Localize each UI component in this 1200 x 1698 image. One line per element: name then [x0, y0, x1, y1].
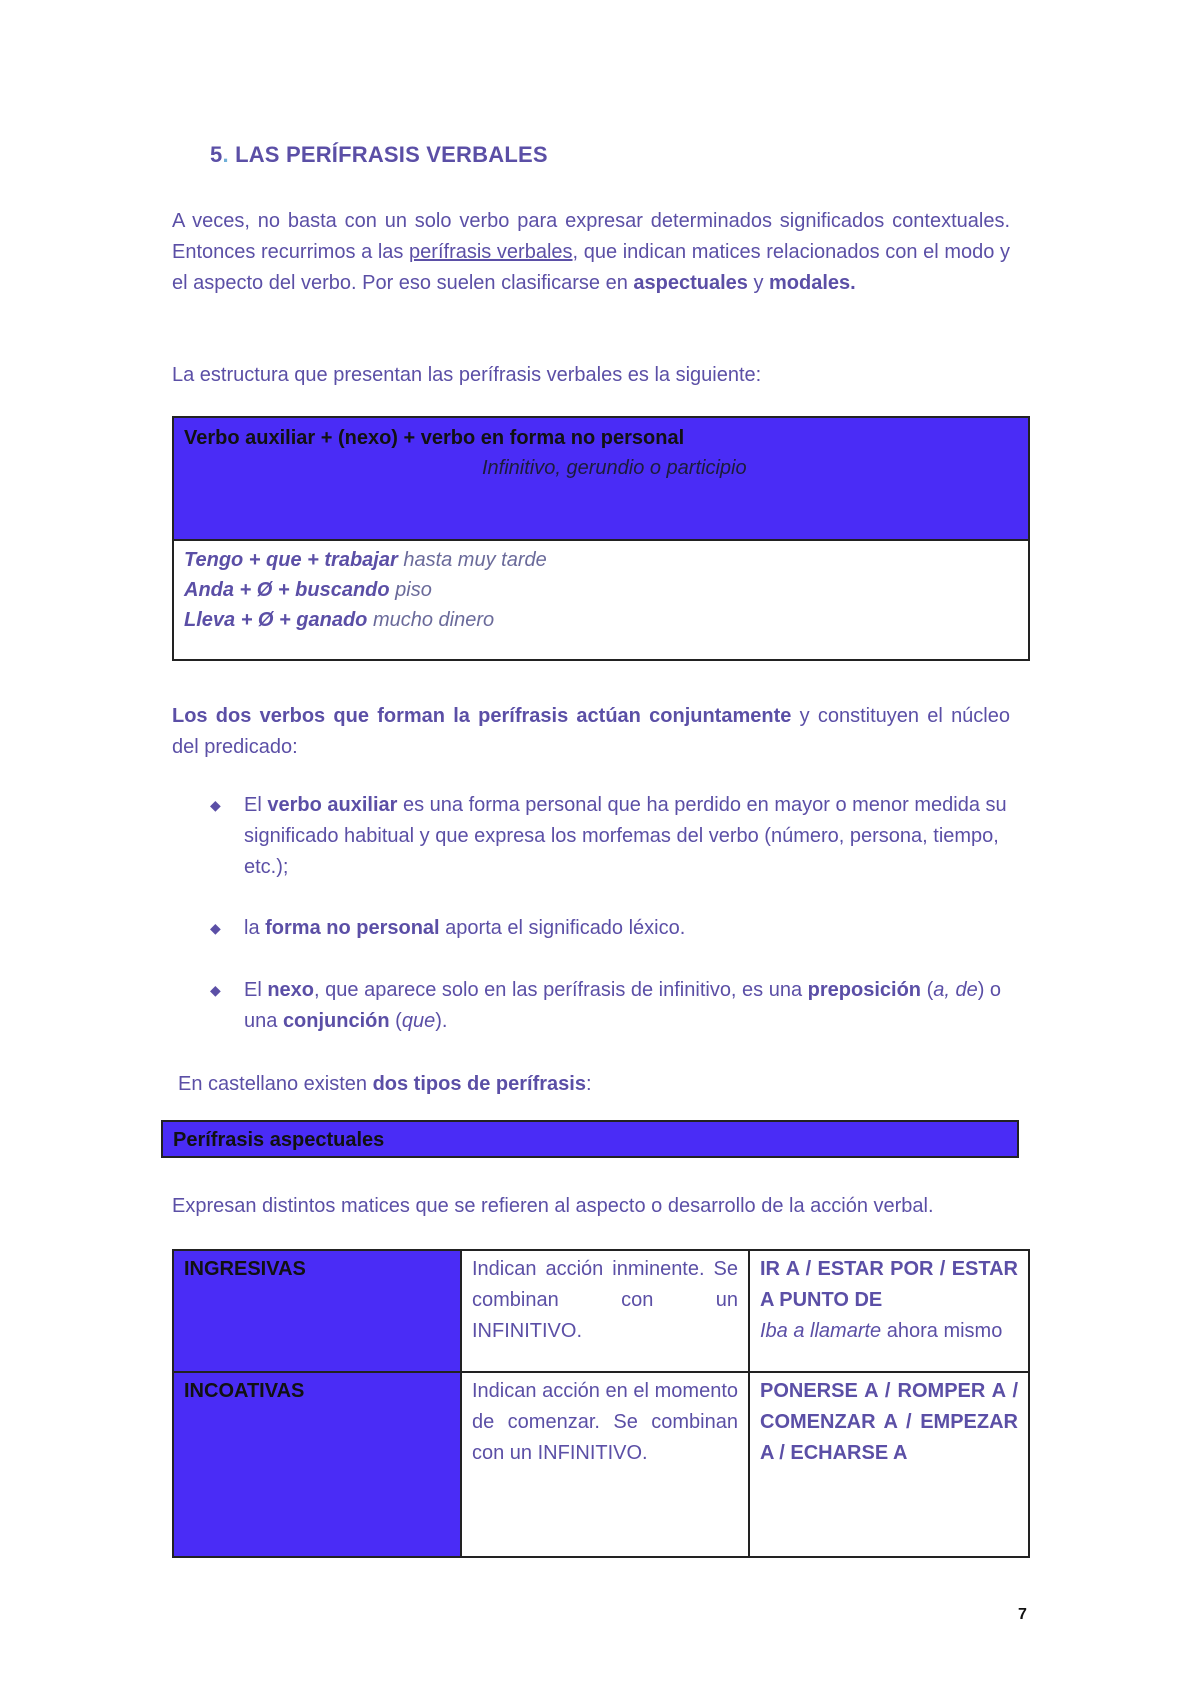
structure-header [174, 418, 1028, 541]
types-line [178, 1069, 1016, 1100]
joint-rest: y constituyen el núcleo del predicado: [172, 705, 1010, 758]
bullet-mid: , que aparece solo en las perífrasis de infinitivo, es una [314, 979, 808, 1001]
structure-box [172, 416, 1030, 661]
example-line [184, 609, 494, 632]
type-forms [749, 1250, 1029, 1372]
aspect-header-label: Perífrasis aspectuales [173, 1129, 385, 1151]
section-dot: . [222, 142, 229, 167]
type-forms [749, 1372, 1029, 1557]
bullet-italic-2: que [401, 1010, 436, 1032]
types-bold: dos tipos de perífrasis [372, 1073, 586, 1095]
type-example: Iba a llamarte [760, 1320, 882, 1342]
bullet-icon: ◆ [210, 982, 221, 998]
intro-text-2: , que indican matices relacionados con el modo y el aspecto del verbo. Por eso suelen clasificarse en [172, 241, 1010, 294]
example-rest: piso [389, 579, 432, 601]
structure-subtitle: Infinitivo, gerundio o participio [482, 457, 747, 479]
intro-text-1: A veces, no basta con un solo verbo para expresar determinados significados contextuales. Entonces recurrimos a las [172, 210, 1010, 263]
intro-paragraph [172, 206, 1010, 299]
page-number: 7 [1018, 1606, 1027, 1623]
bullet-item [244, 913, 1010, 944]
bullet-pre: El [244, 979, 268, 1001]
section-title: LAS PERÍFRASIS VERBALES [235, 142, 548, 167]
type-description: Indican acción inminente. Se combinan con un INFINITIVO. [461, 1250, 749, 1372]
type-forms-bold: PONERSE A / ROMPER A / COMENZAR A / EMPEZAR A / ECHARSE A [760, 1380, 1018, 1464]
type-name: INCOATIVAS [173, 1372, 461, 1557]
aspect-types-table [172, 1249, 1030, 1558]
bullet-bold: nexo [267, 979, 315, 1001]
bullet-pre: la [244, 917, 266, 939]
joint-bold: Los dos verbos que forman la perífrasis actúan conjuntamente [172, 705, 792, 727]
bullet-bold: forma no personal [265, 917, 440, 939]
structure-intro: La estructura que presentan las perífrasis verbales es la siguiente: [172, 364, 762, 386]
periphrasis-link[interactable]: perífrasis verbales [409, 241, 573, 263]
types-pre: En castellano existen [178, 1073, 373, 1095]
aspect-description: Expresan distintos matices que se refieren al aspecto o desarrollo de la acción verbal. [172, 1195, 934, 1217]
types-post: : [585, 1073, 592, 1095]
example-bold: Lleva + Ø + ganado [184, 609, 368, 631]
intro-bold-aspectuales: aspectuales [633, 272, 748, 294]
example-line [184, 549, 547, 572]
example-bold: Tengo + que + trabajar [184, 549, 398, 571]
bullet-mid-3: ) o una [244, 979, 1002, 1032]
bullet-item [244, 790, 1010, 883]
aspect-header-bar [161, 1120, 1019, 1158]
intro-bold-modales: modales [769, 272, 851, 294]
type-name: INGRESIVAS [173, 1250, 461, 1372]
bullet-icon: ◆ [210, 797, 221, 813]
bullet-post: ). [435, 1010, 448, 1032]
bullet-mid-4: ( [389, 1010, 402, 1032]
intro-text-4: . [850, 272, 856, 294]
bullet-mid-2: ( [921, 979, 934, 1001]
bullet-bold-2: preposición [807, 979, 922, 1001]
section-number: 5 [210, 142, 223, 167]
bullet-italic-1: a, de [933, 979, 978, 1001]
bullet-post: aporta el significado léxico. [439, 917, 686, 939]
table-row [173, 1372, 1029, 1557]
example-line [184, 579, 432, 602]
bullet-pre: El [244, 794, 268, 816]
bullet-icon: ◆ [210, 920, 221, 936]
example-rest: hasta muy tarde [397, 549, 547, 571]
bullet-item [244, 975, 1010, 1037]
intro-text-3: y [747, 272, 770, 294]
bullet-bold: verbo auxiliar [267, 794, 398, 816]
structure-title: Verbo auxiliar + (nexo) + verbo en forma no personal [184, 427, 685, 449]
section-heading [210, 142, 548, 168]
bullet-bold-3: conjunción [282, 1010, 390, 1032]
bullet-post: es una forma personal que ha perdido en mayor o menor medida su significado habitual y que expresa los morfemas del verbo (número, persona, tiempo, etc.); [244, 794, 1007, 878]
type-example-rest: ahora mismo [881, 1320, 1003, 1342]
type-description: Indican acción en el momento de comenzar. Se combinan con un INFINITIVO. [461, 1372, 749, 1557]
table-row [173, 1250, 1029, 1372]
joint-paragraph [172, 701, 1010, 763]
type-forms-bold: IR A / ESTAR POR / ESTAR A PUNTO DE [760, 1258, 1018, 1311]
example-bold: Anda + Ø + buscando [184, 579, 390, 601]
example-rest: mucho dinero [367, 609, 495, 631]
